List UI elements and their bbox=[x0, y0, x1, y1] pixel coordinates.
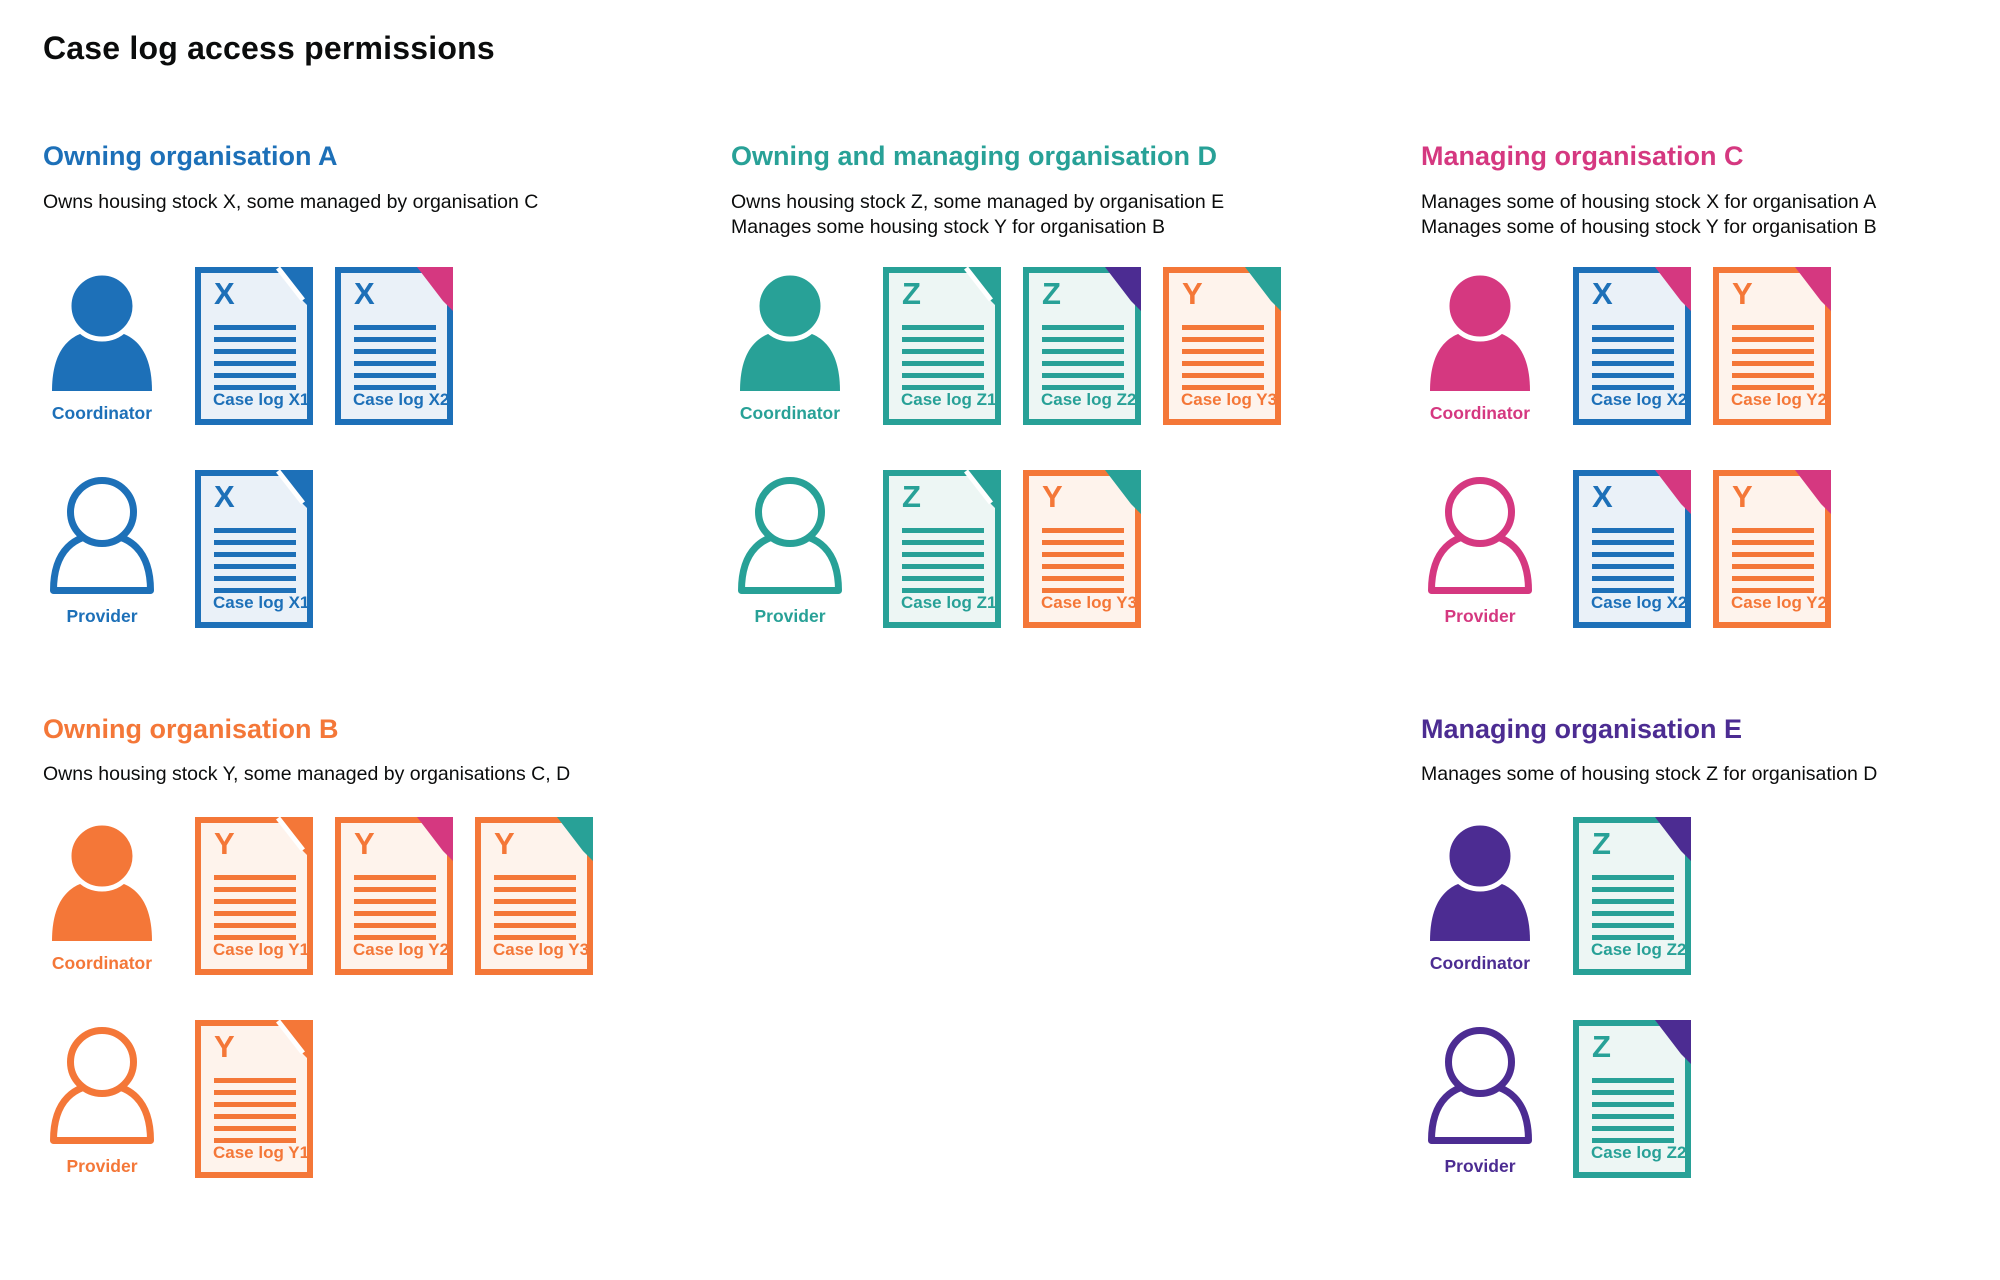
doc-text-line bbox=[494, 875, 576, 880]
doc-text-line bbox=[1592, 1078, 1674, 1083]
doc-stock-letter: Y bbox=[214, 826, 235, 861]
person bbox=[43, 1020, 161, 1177]
doc-stock-letter: Y bbox=[1042, 479, 1063, 514]
doc-text-line bbox=[214, 887, 296, 892]
doc-text-lines bbox=[214, 1078, 296, 1143]
folded-corner-icon bbox=[275, 1020, 313, 1066]
case-log-doc bbox=[335, 817, 453, 975]
section-title: Owning organisation B bbox=[43, 714, 339, 744]
doc-text-lines bbox=[902, 325, 984, 390]
doc-text-line bbox=[214, 1102, 296, 1107]
case-log-doc bbox=[1163, 267, 1281, 425]
coordinator-icon bbox=[50, 823, 154, 941]
section-org-b bbox=[43, 0, 718, 1280]
doc-text-line bbox=[1182, 337, 1264, 342]
doc-label: Case log Y2 bbox=[1731, 593, 1828, 612]
doc-label: Case log Y3 bbox=[1181, 390, 1278, 409]
doc-text-line bbox=[214, 875, 296, 880]
case-log-doc bbox=[475, 817, 593, 975]
section-title: Owning organisation A bbox=[43, 141, 338, 171]
section-org-e bbox=[1421, 0, 2000, 1280]
case-log-doc bbox=[1573, 1020, 1691, 1178]
doc-text-line bbox=[494, 887, 576, 892]
case-log-doc bbox=[883, 470, 1001, 628]
person-role-label: Coordinator bbox=[1429, 403, 1531, 423]
section-title: Managing organisation C bbox=[1421, 141, 1744, 171]
doc-text-line bbox=[1042, 373, 1124, 378]
section-title: Managing organisation E bbox=[1421, 714, 1743, 744]
doc-text-line bbox=[1042, 325, 1124, 330]
doc-text-line bbox=[902, 373, 984, 378]
doc-text-line bbox=[1182, 373, 1264, 378]
description-line: Owns housing stock Y, some managed by organisations C, D bbox=[43, 763, 571, 785]
doc-text-line bbox=[354, 899, 436, 904]
doc-text-line bbox=[902, 564, 984, 569]
folded-corner-icon bbox=[1103, 470, 1141, 516]
doc-text-line bbox=[1592, 887, 1674, 892]
doc-text-lines bbox=[1592, 875, 1674, 940]
folded-corner-icon bbox=[1653, 1020, 1691, 1066]
doc-text-line bbox=[1592, 1114, 1674, 1119]
person bbox=[731, 470, 849, 627]
doc-label: Case log Y3 bbox=[493, 940, 590, 959]
doc-text-line bbox=[1042, 552, 1124, 557]
doc-stock-letter: Y bbox=[1182, 276, 1203, 311]
doc-label: Case log X2 bbox=[353, 390, 450, 409]
doc-text-line bbox=[902, 325, 984, 330]
section-org-d bbox=[731, 0, 1406, 1280]
doc-text-line bbox=[1592, 899, 1674, 904]
doc-text-line bbox=[902, 540, 984, 545]
person-role-label: Coordinator bbox=[1429, 953, 1531, 973]
case-log-doc bbox=[1023, 267, 1141, 425]
provider-icon bbox=[1428, 1026, 1532, 1144]
doc-text-line bbox=[1592, 875, 1674, 880]
person-role-label: Provider bbox=[66, 1156, 138, 1176]
doc-text-line bbox=[1042, 337, 1124, 342]
doc-label: Case log Y2 bbox=[353, 940, 450, 959]
doc-text-line bbox=[902, 337, 984, 342]
folded-corner-icon bbox=[1243, 267, 1281, 313]
doc-text-line bbox=[214, 923, 296, 928]
doc-text-line bbox=[214, 899, 296, 904]
doc-label: Case log Z2 bbox=[1041, 390, 1137, 409]
case-log-doc bbox=[1023, 470, 1141, 628]
doc-list bbox=[195, 1020, 313, 1178]
doc-text-lines bbox=[1182, 325, 1264, 390]
doc-text-line bbox=[902, 552, 984, 557]
doc-text-line bbox=[214, 911, 296, 916]
coordinator-row bbox=[1421, 817, 1691, 975]
doc-text-line bbox=[1592, 1126, 1674, 1131]
doc-text-lines bbox=[494, 875, 576, 940]
doc-text-line bbox=[494, 899, 576, 904]
doc-text-line bbox=[354, 923, 436, 928]
doc-text-line bbox=[354, 911, 436, 916]
doc-text-lines bbox=[1042, 528, 1124, 593]
section-title: Owning and managing organisation D bbox=[731, 141, 1218, 171]
coordinator-icon bbox=[738, 273, 842, 391]
doc-text-line bbox=[354, 875, 436, 880]
person-role-label: Provider bbox=[1444, 1156, 1516, 1176]
doc-list bbox=[195, 817, 593, 975]
doc-text-line bbox=[214, 1078, 296, 1083]
provider-icon bbox=[50, 1026, 154, 1144]
person bbox=[1421, 1020, 1539, 1177]
doc-text-line bbox=[1042, 528, 1124, 533]
doc-text-lines bbox=[1592, 1078, 1674, 1143]
page-title: Case log access permissions bbox=[43, 30, 495, 66]
person-role-label: Coordinator bbox=[739, 403, 841, 423]
doc-text-line bbox=[1042, 361, 1124, 366]
doc-list bbox=[883, 470, 1141, 628]
doc-text-line bbox=[1182, 325, 1264, 330]
doc-text-line bbox=[1182, 349, 1264, 354]
doc-text-line bbox=[1042, 540, 1124, 545]
person-role-label: Provider bbox=[754, 606, 826, 626]
person-role-label: Coordinator bbox=[51, 403, 153, 423]
provider-row bbox=[731, 470, 1141, 628]
provider-icon bbox=[738, 476, 842, 594]
case-log-doc bbox=[195, 817, 313, 975]
doc-label: Case log Z1 bbox=[901, 593, 997, 612]
doc-list bbox=[1573, 1020, 1691, 1178]
doc-stock-letter: Y bbox=[1732, 479, 1753, 514]
doc-text-line bbox=[1182, 361, 1264, 366]
description-line: Manages some of housing stock Y for organisation B bbox=[1421, 216, 1877, 238]
doc-label: Case log X2 bbox=[1591, 390, 1688, 409]
doc-label: Case log X2 bbox=[1591, 593, 1688, 612]
doc-list bbox=[883, 267, 1281, 425]
doc-stock-letter: X bbox=[354, 276, 375, 311]
doc-stock-letter: Y bbox=[354, 826, 375, 861]
doc-text-line bbox=[1042, 564, 1124, 569]
doc-stock-letter: Y bbox=[214, 1029, 235, 1064]
person bbox=[43, 817, 161, 974]
doc-text-line bbox=[214, 1090, 296, 1095]
doc-stock-letter: X bbox=[1592, 276, 1613, 311]
doc-stock-letter: X bbox=[214, 276, 235, 311]
doc-text-line bbox=[902, 349, 984, 354]
case-log-doc bbox=[195, 1020, 313, 1178]
description-line: Manages some housing stock Y for organisation B bbox=[731, 216, 1165, 238]
folded-corner-icon bbox=[415, 817, 453, 863]
doc-stock-letter: Z bbox=[1042, 276, 1061, 311]
coordinator-icon bbox=[1428, 823, 1532, 941]
folded-corner-icon bbox=[1653, 817, 1691, 863]
doc-label: Case log Y1 bbox=[213, 1143, 310, 1162]
doc-text-line bbox=[1042, 349, 1124, 354]
doc-stock-letter: Z bbox=[1592, 1029, 1611, 1064]
folded-corner-icon bbox=[963, 470, 1001, 516]
doc-label: Case log Y3 bbox=[1041, 593, 1138, 612]
doc-stock-letter: Z bbox=[902, 479, 921, 514]
description-line: Owns housing stock Z, some managed by organisation E bbox=[731, 191, 1225, 213]
case-log-doc bbox=[1573, 817, 1691, 975]
section-description bbox=[43, 762, 570, 787]
doc-list bbox=[1573, 817, 1691, 975]
coordinator-row bbox=[731, 267, 1281, 425]
doc-stock-letter: Y bbox=[494, 826, 515, 861]
person-role-label: Coordinator bbox=[51, 953, 153, 973]
folded-corner-icon bbox=[275, 817, 313, 863]
doc-stock-letter: Z bbox=[902, 276, 921, 311]
person bbox=[1421, 817, 1539, 974]
doc-text-line bbox=[494, 911, 576, 916]
description-line: Manages some of housing stock X for organisation A bbox=[1421, 191, 1877, 213]
doc-stock-letter: Z bbox=[1592, 826, 1611, 861]
doc-label: Case log Y1 bbox=[213, 940, 310, 959]
doc-label: Case log Z1 bbox=[901, 390, 997, 409]
section-description bbox=[731, 190, 1224, 240]
doc-text-line bbox=[902, 576, 984, 581]
section-description bbox=[1421, 762, 1877, 787]
person-role-label: Provider bbox=[66, 606, 138, 626]
doc-text-line bbox=[1592, 923, 1674, 928]
person bbox=[731, 267, 849, 424]
provider-row bbox=[1421, 1020, 1691, 1178]
folded-corner-icon bbox=[555, 817, 593, 863]
doc-label: Case log Y2 bbox=[1731, 390, 1828, 409]
doc-text-line bbox=[1042, 576, 1124, 581]
doc-stock-letter: Y bbox=[1732, 276, 1753, 311]
doc-text-line bbox=[214, 1114, 296, 1119]
doc-label: Case log X1 bbox=[213, 390, 310, 409]
doc-text-lines bbox=[354, 875, 436, 940]
case-log-doc bbox=[883, 267, 1001, 425]
doc-label: Case log Z2 bbox=[1591, 940, 1687, 959]
doc-text-lines bbox=[214, 875, 296, 940]
doc-text-line bbox=[902, 361, 984, 366]
folded-corner-icon bbox=[963, 267, 1001, 313]
doc-text-line bbox=[354, 887, 436, 892]
doc-text-line bbox=[214, 1126, 296, 1131]
doc-text-lines bbox=[902, 528, 984, 593]
description-line: Manages some of housing stock Z for organisation D bbox=[1421, 763, 1878, 785]
doc-text-line bbox=[902, 528, 984, 533]
doc-text-line bbox=[1592, 911, 1674, 916]
folded-corner-icon bbox=[1103, 267, 1141, 313]
doc-label: Case log Z2 bbox=[1591, 1143, 1687, 1162]
doc-stock-letter: X bbox=[1592, 479, 1613, 514]
doc-stock-letter: X bbox=[214, 479, 235, 514]
doc-label: Case log X1 bbox=[213, 593, 310, 612]
description-line: Owns housing stock X, some managed by organisation C bbox=[43, 191, 539, 213]
doc-text-line bbox=[494, 923, 576, 928]
provider-row bbox=[43, 1020, 313, 1178]
coordinator-row bbox=[43, 817, 593, 975]
doc-text-line bbox=[1592, 1102, 1674, 1107]
person-role-label: Provider bbox=[1444, 606, 1516, 626]
doc-text-lines bbox=[1042, 325, 1124, 390]
doc-text-line bbox=[1592, 1090, 1674, 1095]
